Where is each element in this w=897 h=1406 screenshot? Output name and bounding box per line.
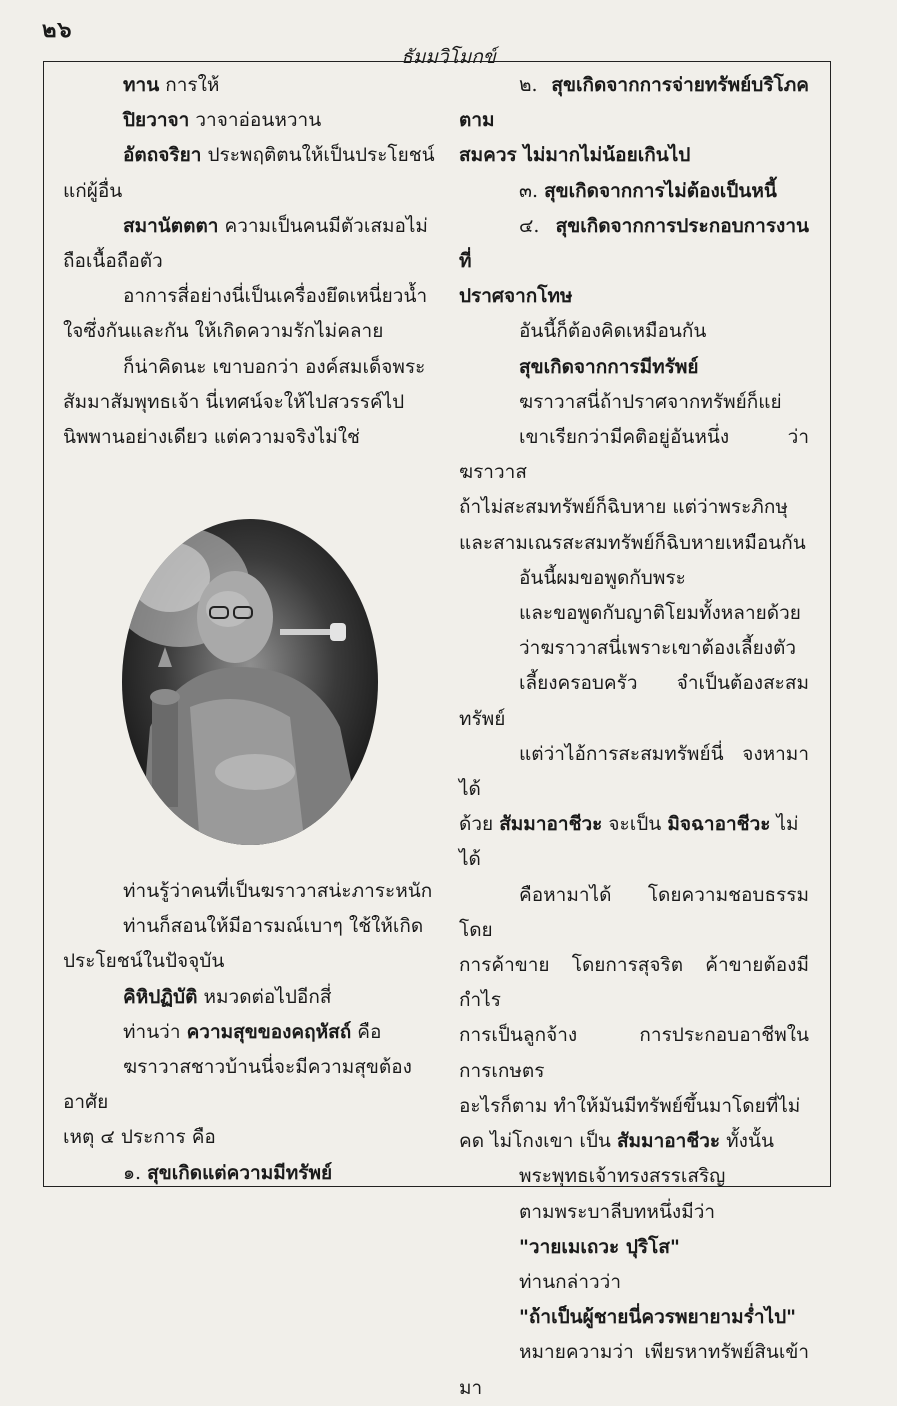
text-line: และขอพูดกับญาติโยมทั้งหลายด้วย <box>519 602 801 625</box>
term-samma-ajiva: สัมมาอาชีวะ <box>499 813 603 836</box>
text-line: ตามพระบาลีบทหนึ่งมีว่า <box>519 1200 716 1223</box>
running-header: ธัมมวิโมกข์ <box>401 46 496 68</box>
list-number: ๓. <box>519 179 545 202</box>
definition-piyavaja: วาจาอ่อนหวาน <box>189 109 322 132</box>
text-line: คือหามาได้ โดยความชอบธรรม โดย <box>459 883 809 941</box>
text-line: เลี้ยงครอบครัว จำเป็นต้องสะสมทรัพย์ <box>459 672 809 730</box>
text-line: ฆราวาสชาวบ้านนี่จะมีความสุขต้องอาศัย <box>63 1056 412 1114</box>
text-span: หมวดต่อไปอีกสี่ <box>197 985 332 1008</box>
term-atthacariya: อัตถจริยา <box>123 144 202 167</box>
list-heading-cont: ปราศจากโทษ <box>459 285 573 308</box>
text-line: ถ้าไม่สะสมทรัพย์ก็ฉิบหาย แต่ว่าพระภิกษุ <box>459 496 788 519</box>
text-line-samma <box>459 807 809 842</box>
text-span: ท่านว่า <box>123 1020 187 1043</box>
paragraph-piyavaja <box>63 103 435 138</box>
paragraph-samanattata <box>63 209 435 244</box>
text-span: จะเป็น <box>602 813 668 836</box>
text-span: คด ไม่โกงเขา เป็น <box>459 1130 617 1153</box>
term-samma-ajiva: สัมมาอาชีวะ <box>616 1130 721 1153</box>
page-number: ๒๖ <box>42 17 73 43</box>
section-heading <box>459 350 809 385</box>
text-span: ด้วย <box>459 813 500 836</box>
list-item-2 <box>459 68 809 138</box>
text-line: การค้าขาย โดยการสุจริต ค้าขายต้องมีกำไร <box>459 954 809 1012</box>
monk-portrait-photo <box>120 517 380 847</box>
text-line: ก็น่าคิดนะ เขาบอกว่า องค์สมเด็จพระ <box>123 355 426 378</box>
text-line: เหตุ ๔ ประการ คือ <box>63 1126 216 1149</box>
definition-samanattata: ความเป็นคนมีตัวเสมอไม่ <box>218 214 428 237</box>
text-line: อันนี้ผมขอพูดกับพระ <box>519 566 686 589</box>
section-heading-text: สุขเกิดจากการมีทรัพย์ <box>519 355 699 378</box>
text-line: พระพุทธเจ้าทรงสรรเสริญ <box>519 1165 726 1188</box>
left-column-top <box>63 68 435 455</box>
term-kihipatibat: คิหิปฏิบัติ <box>123 985 198 1008</box>
list-heading: สุขเกิดแต่ความมีทรัพย์ <box>147 1161 333 1184</box>
term-happiness: ความสุขของคฤหัสถ์ <box>186 1020 352 1043</box>
term-piyavaja: ปิยวาจา <box>123 109 190 132</box>
list-number: ๑. <box>123 1161 148 1184</box>
paragraph-atthacariya <box>63 138 435 173</box>
list-item-4-cont <box>459 279 809 314</box>
paragraph-atthacariya-cont: แก่ผู้อื่น <box>63 179 123 202</box>
list-item-1 <box>63 1156 435 1191</box>
list-number: ๒. <box>519 74 552 96</box>
paragraph-kihipatibat <box>63 980 435 1015</box>
term-tan: ทาน <box>123 74 160 96</box>
paragraph-tan <box>63 68 435 103</box>
text-line: ว่าฆราวาสนี่เพราะเขาต้องเลี้ยงตัว <box>519 637 797 660</box>
text-span: คือ <box>351 1020 382 1043</box>
text-line: ท่านกล่าวว่า <box>519 1270 622 1293</box>
list-heading: สุขเกิดจากการไม่ต้องเป็นหนี้ <box>544 179 777 202</box>
definition-tan: การให้ <box>159 74 220 96</box>
right-column <box>459 68 809 1406</box>
pali-quote-text: "วายเมเถวะ ปุริโส" <box>519 1235 680 1258</box>
text-line: และสามเณรสะสมทรัพย์ก็ฉิบหายเหมือนกัน <box>459 531 806 554</box>
text-line: ประโยชน์ในปัจจุบัน <box>63 950 225 973</box>
text-line: การเป็นลูกจ้าง การประกอบอาชีพในการเกษตร <box>459 1024 809 1082</box>
term-samanattata: สมานัตตตา <box>123 214 219 237</box>
list-item-2-cont <box>459 138 809 173</box>
text-line: หมายความว่า เพียรหาทรัพย์สินเข้ามา <box>459 1341 809 1399</box>
term-miccha-ajiva: มิจฉาอาชีวะ <box>667 813 771 836</box>
text-line: ใจซึ่งกันและกัน ให้เกิดความรักไม่คลาย <box>63 320 384 343</box>
translation-quote-text: "ถ้าเป็นผู้ชายนี่ควรพยายามร่ำไป" <box>519 1306 797 1329</box>
text-line: ท่านก็สอนให้มีอารมณ์เบาๆ ใช้ให้เกิด <box>123 915 424 938</box>
portrait-image <box>120 517 380 847</box>
text-span: ทั้งนั้น <box>720 1130 774 1153</box>
definition-atthacariya: ประพฤติตนให้เป็นประโยชน์ <box>201 144 435 167</box>
text-line: แต่ว่าไอ้การสะสมทรัพย์นี่ จงหามาได้ <box>459 742 809 801</box>
list-item-4 <box>459 209 809 279</box>
text-line: เขาเรียกว่ามีคติอยู่อันหนึ่ง ว่าฆราวาส <box>459 426 809 484</box>
text-line: นิพพานอย่างเดียว แต่ความจริงไม่ใช่ <box>63 426 360 449</box>
text-line: อะไรก็ตาม ทำให้มันมีทรัพย์ขึ้นมาโดยที่ไม่ <box>459 1094 801 1117</box>
text-line: สัมมาสัมพุทธเจ้า นี่เทศน์จะให้ไปสวรรค์ไป <box>63 390 405 413</box>
list-item-3 <box>459 174 809 209</box>
text-span: ไม่ <box>770 813 799 836</box>
list-number: ๔. <box>519 214 556 237</box>
paragraph-happiness <box>63 1015 435 1050</box>
translation-quote <box>459 1300 809 1335</box>
list-heading-cont: สมควร ไม่มากไม่น้อยเกินไป <box>459 144 691 167</box>
text-line: อาการสี่อย่างนี่เป็นเครื่องยึดเหนี่ยวน้ำ <box>123 285 428 308</box>
text-line-samma-2 <box>459 1124 809 1159</box>
text-line: ได้ <box>459 848 481 871</box>
list-heading: สุขเกิดจากการจ่ายทรัพย์บริโภค ตาม <box>459 74 809 132</box>
text-line: อันนี้ก็ต้องคิดเหมือนกัน <box>519 320 707 343</box>
list-heading: สุขเกิดจากการประกอบการงานที่ <box>459 214 809 273</box>
left-column-bottom <box>63 874 435 1191</box>
text-line: ท่านรู้ว่าคนที่เป็นฆราวาสน่ะภาระหนัก <box>123 880 433 902</box>
paragraph-samanattata-cont: ถือเนื้อถือตัว <box>63 250 163 273</box>
text-line: ฆราวาสนี่ถ้าปราศจากทรัพย์ก็แย่ <box>519 390 782 413</box>
